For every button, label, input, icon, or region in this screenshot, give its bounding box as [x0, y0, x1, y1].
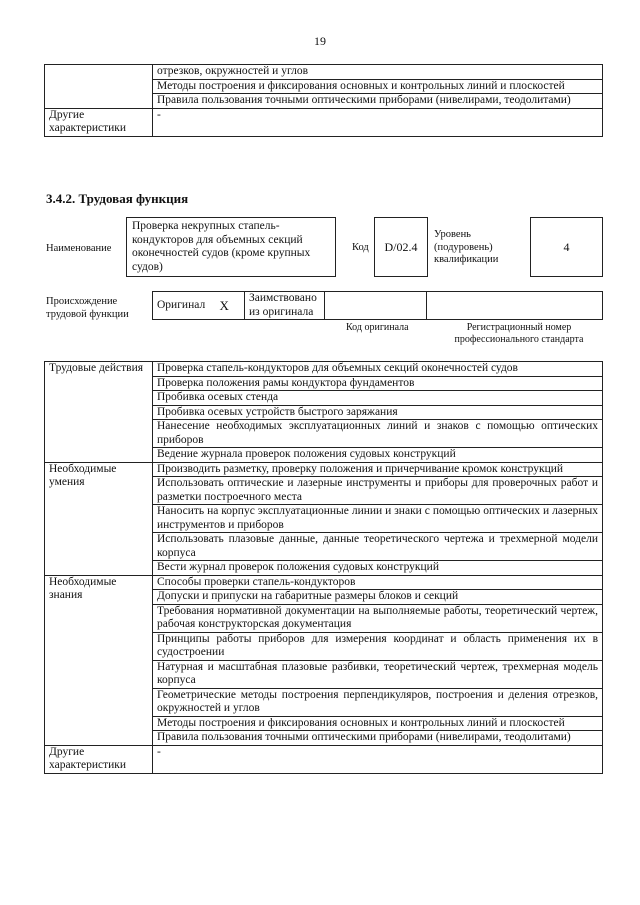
row-item-text: Правила пользования точными оптическими приборами (нивелирами, теодолитами) [153, 94, 603, 109]
row-item-text: Пробивка осевых стенда [153, 391, 603, 406]
reg-number-cell [427, 292, 603, 320]
row-category-label [45, 65, 153, 109]
main-table [44, 361, 603, 774]
row-item-text: Способы проверки стапель-кондукторов [153, 575, 603, 590]
row-item-text: Требования нормативной документации на выполняемые работы, теоретический чертеж, рабочая конструкторская документация [153, 604, 603, 632]
name-value: Проверка некрупных стапель-кондукторов для объемных секций оконечностей судов (кроме крупных судов) [132, 220, 311, 273]
table-row [45, 362, 603, 377]
level-value: 4 [563, 240, 570, 254]
table-row [45, 575, 603, 590]
row-item-text: Проверка положения рамы кондуктора фундаментов [153, 376, 603, 391]
row-item-text: Использовать плазовые данные, данные теоретического чертежа и трехмерной модели корпуса [153, 533, 603, 561]
origin-table [152, 291, 603, 320]
row-item-text: Принципы работы приборов для измерения координат и область применения их в судостроении [153, 632, 603, 660]
row-item-text: Допуски и припуски на габаритные размеры блоков и секций [153, 590, 603, 605]
row-item-text: Пробивка осевых устройств быстрого заряжания [153, 405, 603, 420]
table-row [45, 108, 603, 136]
code-value: D/02.4 [384, 240, 418, 254]
borrowed-label: Заимствовано из оригинала [245, 292, 325, 320]
original-label: Оригинал [153, 292, 205, 320]
name-value-box [126, 217, 336, 277]
row-category-label: Другие характеристики [45, 745, 153, 773]
row-item-text: - [153, 108, 603, 136]
origin-label: Происхождение трудовой функции [46, 296, 129, 320]
name-label: Наименование [46, 243, 112, 254]
row-category-label: Необходимые умения [45, 462, 153, 575]
row-item-text: Вести журнал проверок положения судовых конструкций [153, 561, 603, 576]
row-item-text: отрезков, окружностей и углов [153, 65, 603, 80]
row-item-text: Геометрические методы построения перпендикуляров, построения и деления отрезков, окружностей и углов [153, 688, 603, 716]
code-original-caption: Код оригинала [346, 322, 409, 333]
row-item-text: Наносить на корпус эксплуатационные линии и знаки с помощью оптических и лазерных инструментов и приборов [153, 505, 603, 533]
table-row [45, 745, 603, 773]
table-row [45, 462, 603, 477]
row-item-text: Методы построения и фиксирования основных и контрольных линий и плоскостей [153, 716, 603, 731]
code-original-cell [325, 292, 427, 320]
row-item-text: Проверка стапель-кондукторов для объемных секций оконечностей судов [153, 362, 603, 377]
row-item-text: Нанесение необходимых эксплуатационных линий и знаков с помощью оптических приборов [153, 420, 603, 448]
top-table [44, 64, 603, 137]
row-item-text: Ведение журнала проверок положения судовых конструкций [153, 448, 603, 463]
section-heading: 3.4.2. Трудовая функция [46, 191, 189, 206]
row-item-text: Правила пользования точными оптическими приборами (нивелирами, теодолитами) [153, 731, 603, 746]
row-category-label: Другие характеристики [45, 108, 153, 136]
row-item-text: Производить разметку, проверку положения и причерчивание кромок конструкций [153, 462, 603, 477]
code-value-box [374, 217, 428, 277]
level-label: Уровень (подуровень) квалификации [434, 229, 499, 265]
row-item-text: Натурная и масштабная плазовые разбивки, теоретический чертеж, трехмерная модель корпуса [153, 660, 603, 688]
page-number: 19 [314, 34, 326, 48]
level-value-box [530, 217, 603, 277]
original-mark: X [205, 292, 245, 320]
code-label: Код [352, 242, 369, 253]
reg-number-caption: Регистрационный номер профессионального стандарта [454, 322, 584, 345]
row-item-text: Использовать оптические и лазерные инструменты и приборы для проверочных работ и разметки построечного места [153, 477, 603, 505]
table-row [45, 65, 603, 80]
row-item-text: - [153, 745, 603, 773]
row-category-label: Трудовые действия [45, 362, 153, 463]
row-category-label: Необходимые знания [45, 575, 153, 745]
row-item-text: Методы построения и фиксирования основных и контрольных линий и плоскостей [153, 79, 603, 94]
